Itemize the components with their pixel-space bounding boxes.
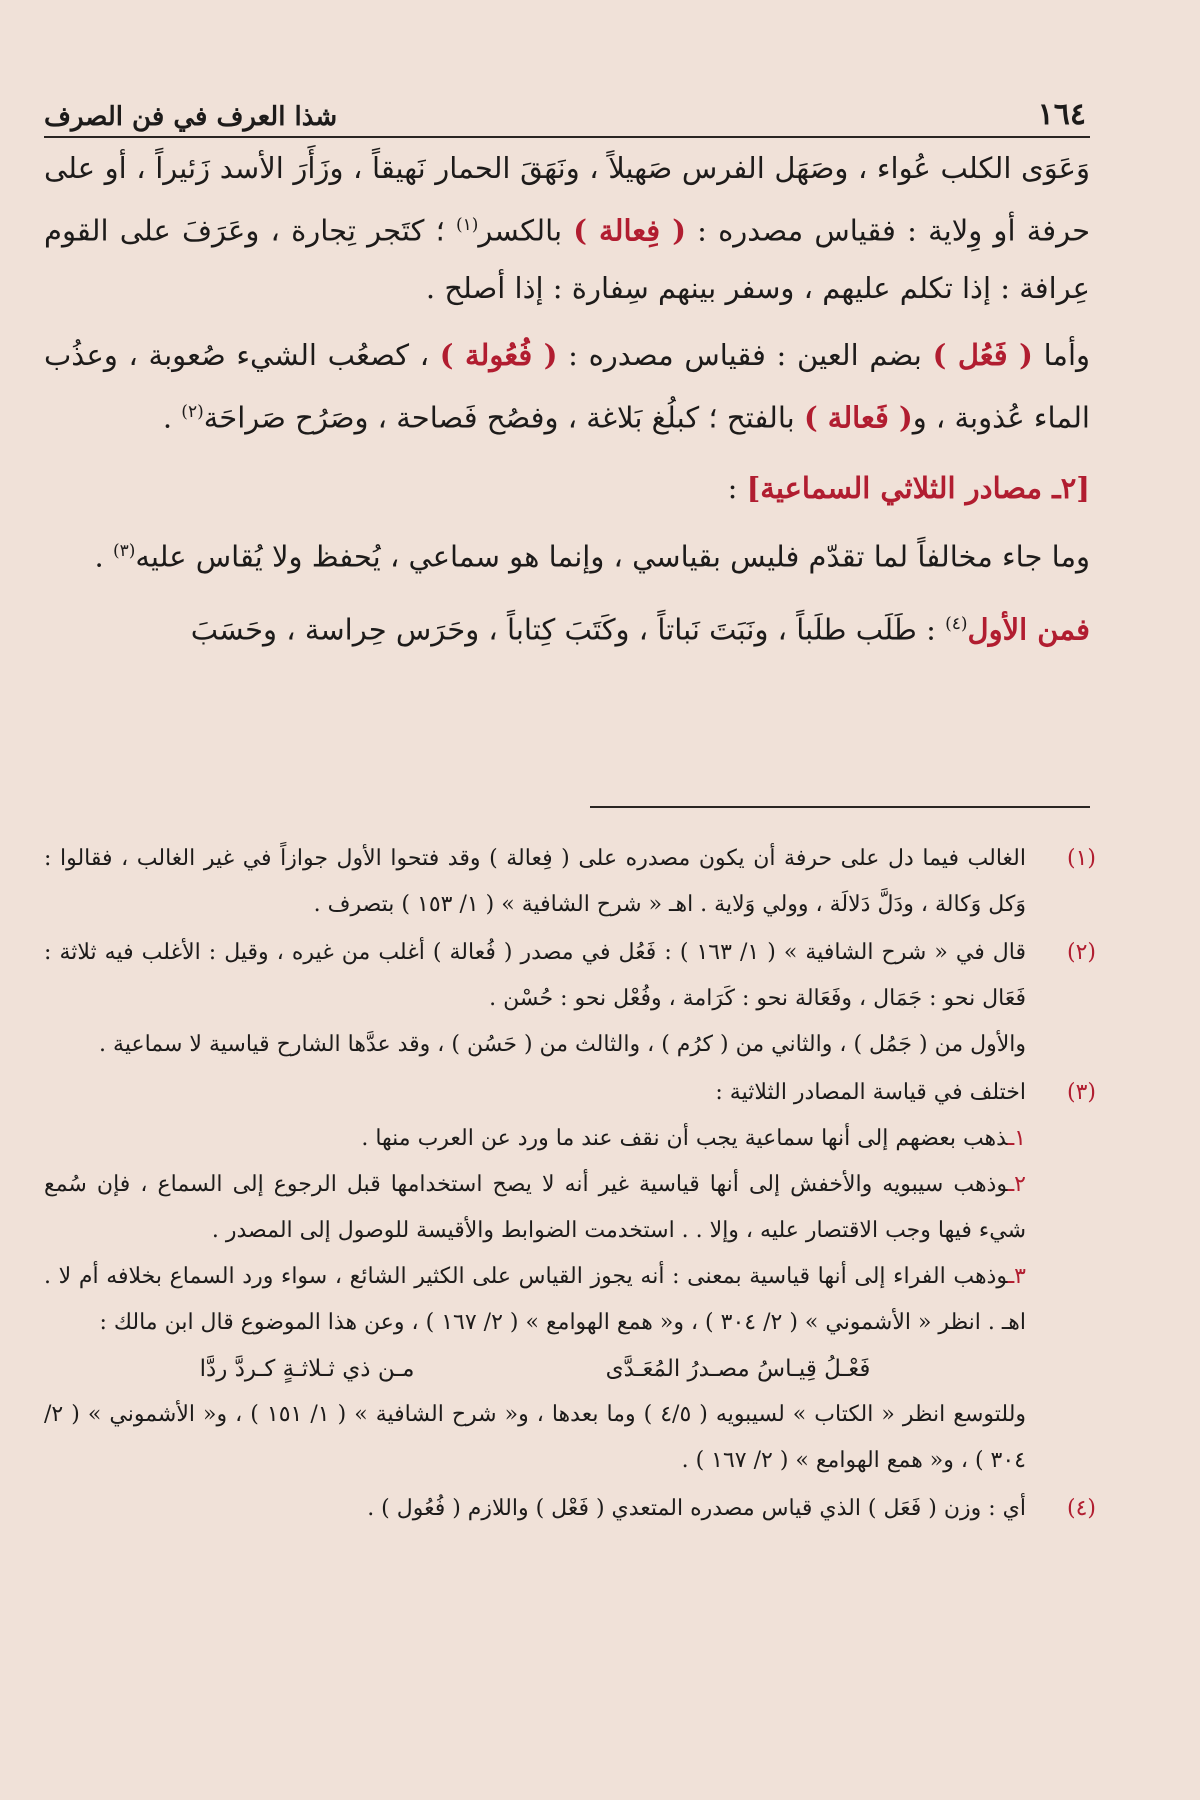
paragraph-3: وما جاء مخالفاً لما تقدّم فليس بقياسي ، وإنما هو سماعي ، يُحفظ ولا يُقاس عليه$^{(٣)}$ . <box>94 539 1090 574</box>
footnote-4 <box>44 1486 1096 1532</box>
footnote-text: قال في « شرح الشافية » ( ١/ ١٦٣ ) : فَعُل في مصدر ( فُعالة ) أغلب من غيره ، وقيل : الأغلب فيه ثلاثة : فَعَال نحو : جَمَال ، وفَعَالة نحو : كَرَامة ، وفُعْل نحو : حُسْن . <box>44 940 1026 1011</box>
footnote-2 <box>44 930 1096 1068</box>
footnote-subitem: ٣ـوذهب الفراء إلى أنها قياسية بمعنى : أنه يجوز القياس على الكثير الشائع ، سواء ورد السماع بخلافه أم لا . اهـ . انظر « الأشموني » ( ٢/ ٣٠٤ ) ، و« همع الهوامع » ( ٢/ ١٦٧ ) ، وعن هذا الموضوع قال ابن مالك : <box>44 1264 1026 1335</box>
footnote-1 <box>44 836 1096 928</box>
poetry-verse <box>44 1346 1026 1392</box>
footnote-text: الغالب فيما دل على حرفة أن يكون مصدره على ( فِعالة ) وقد فتحوا الأول جوازاً في غير الغالب ، فقالوا : وَكل وَكالة ، ودَلَّ دَلالَة ، وولي وَلاية . اهـ « شرح الشافية » ( ١/ ١٥٣ ) بتصرف . <box>44 846 1026 917</box>
footnote-divider <box>590 806 1090 808</box>
footnote-number: (١) <box>1066 846 1096 871</box>
highlight-term: ( فَعالة ) <box>803 400 913 435</box>
footnote-text: اختلف في قياسة المصادر الثلاثية : <box>715 1080 1026 1105</box>
footnote-number: (٣) <box>1066 1080 1096 1105</box>
page-header <box>44 84 1090 138</box>
footnote-subitem: ١ـذهب بعضهم إلى أنها سماعية يجب أن نقف عند ما ورد عن العرب منها . <box>361 1126 1026 1151</box>
footnotes <box>44 836 1096 1534</box>
paragraph-2: وأما ( فَعُل ) بضم العين : فقياس مصدره : ( فُعُولة ) ، كصعُب الشيء صُعوبة ، وعذُب الماء عُذوبة ، و( فَعالة ) بالفتح ؛ كبلُغ بَلاغة ، وفصُح فَصاحة ، وصَرُح صَراحَة$^{(٢)}$ . <box>44 337 1091 435</box>
footnote-ref[interactable]: (٢) <box>181 401 204 422</box>
footnote-3 <box>44 1070 1096 1484</box>
footnote-subitem: ٢ـوذهب سيبويه والأخفش إلى أنها قياسية غير أنه لا يصح استخدامها قبل الرجوع إلى السماع ، فإن سُمع شيء فيها وجب الاقتصار عليه ، وإلا . . استخدمت الضوابط والأقيسة للوصول إلى المصدر . <box>44 1172 1026 1243</box>
footnote-ref[interactable]: (١) <box>456 215 479 235</box>
footnote-text: والأول من ( جَمُل ) ، والثاني من ( كرُم ) ، والثالث من ( حَسُن ) ، وقد عدَّها الشارح قياسية لا سماعية . <box>99 1032 1026 1057</box>
footnote-number: (٤) <box>1066 1496 1096 1521</box>
footnote-text: أي : وزن ( فَعَل ) الذي قياس مصدره المتعدي ( فَعْل ) واللازم ( فُعُول ) . <box>367 1496 1026 1521</box>
highlight-term: ( فِعالة ) <box>573 213 686 248</box>
highlight-term: ( فَعُل ) <box>932 337 1033 372</box>
verse-hemistich: فَعْـلُ قِيـاسُ مصـدرُ المُعَـدَّى <box>605 1356 871 1382</box>
page-number: ١٦٤ <box>1037 97 1086 132</box>
footnote-number: (٢) <box>1066 940 1096 965</box>
highlight-term: ( فُعُولة ) <box>439 337 558 372</box>
main-text <box>44 140 1090 669</box>
footnote-text: وللتوسع انظر « الكتاب » لسيبويه ( ٤/٥ ) وما بعدها ، و« شرح الشافية » ( ١/ ١٥١ ) ، و« الأشموني » ( ٢/ ٣٠٤ ) ، و« همع الهوامع » ( ٢/ ١٦٧ ) . <box>44 1402 1027 1473</box>
footnote-ref[interactable]: (٣) <box>112 541 136 562</box>
section-heading: [٢ـ مصادر الثلاثي السماعية] : <box>727 471 1090 506</box>
paragraph-1: وَعَوَى الكلب عُواء ، وصَهَل الفرس صَهيلاً ، ونَهَقَ الحمار نَهيقاً ، وزَأَرَ الأسد زَئيراً ، أو على حرفة أو وِلاية : فقياس مصدره : ( فِعالة ) بالكسر$^{(١)}$ ؛ كتَجر تِجارة ، وعَرَفَ على القوم عِرافة : إذا تكلم عليهم ، وسفر بينهم سِفارة : إذا أصلح . <box>44 151 1091 305</box>
footnote-ref[interactable]: (٤) <box>945 613 968 634</box>
paragraph-4: فمن الأول$^{(٤)}$ : طَلَب طلَباً ، ونَبَتَ نَباتاً ، وكَتَبَ كِتاباً ، وحَرَس حِراسة ، وحَسَبَ <box>190 612 1090 647</box>
running-title: شذا العرف في فن الصرف <box>44 102 338 132</box>
highlight-term: فمن الأول <box>967 612 1090 647</box>
verse-hemistich: مـن ذي ثـلاثـةٍ كـردَّ ردَّا <box>199 1356 415 1382</box>
